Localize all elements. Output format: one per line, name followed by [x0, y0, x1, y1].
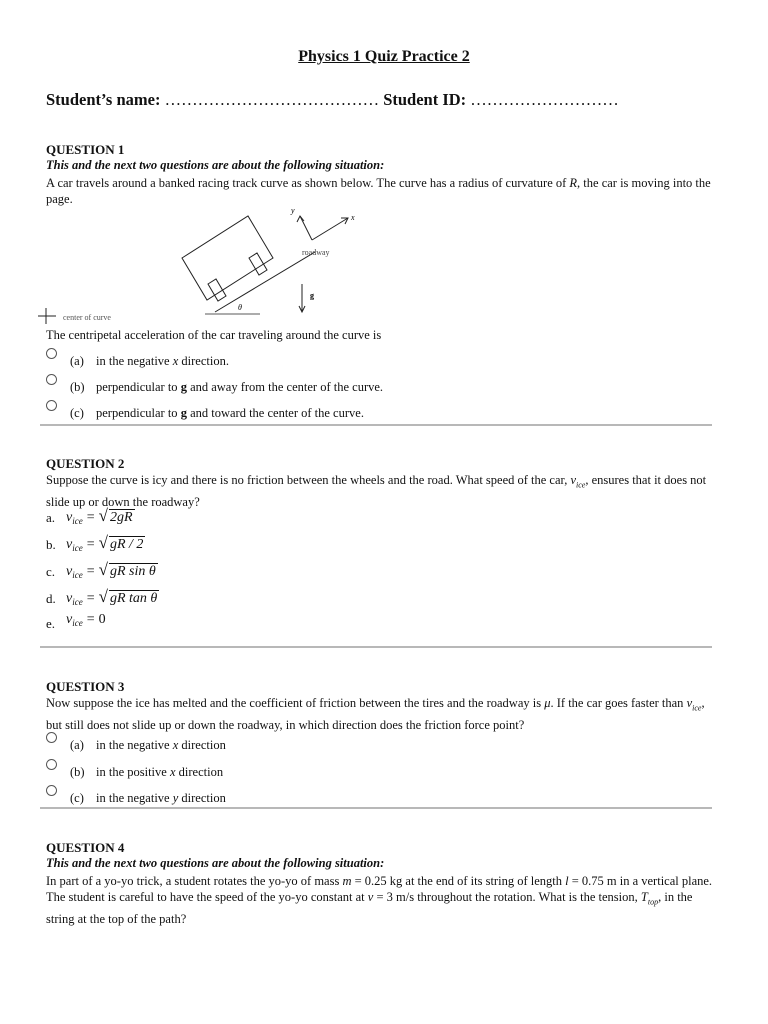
question-2-heading: QUESTION 2 — [46, 456, 125, 471]
label-theta: θ — [238, 303, 242, 312]
question-1-intro: This and the next two questions are about the following situation: — [46, 158, 385, 172]
label-y: y — [291, 206, 295, 215]
question-4-heading: QUESTION 4 — [46, 840, 125, 855]
student-name-label: Student’s name: — [46, 90, 161, 109]
roadway-line — [215, 252, 315, 312]
label-roadway: roadway — [302, 248, 330, 257]
question-3-heading: QUESTION 3 — [46, 679, 125, 694]
section-divider — [40, 424, 712, 426]
section-divider — [40, 807, 712, 809]
section-divider — [40, 646, 712, 648]
label-g: g — [310, 291, 314, 300]
label-center-of-curve: center of curve — [63, 313, 111, 322]
question-1-heading: QUESTION 1 — [46, 142, 125, 157]
question-1-text: A car travels around a banked racing track curve as shown below. The curve has a radius of curvature of R, the car is moving into the page. — [46, 176, 711, 206]
x-axis-arrow — [312, 218, 348, 240]
question-2-text: Suppose the curve is icy and there is no friction between the wheels and the road. What speed of the car, $v_{ice}$, ensures that it does not slide up or down the roadway? — [46, 473, 707, 509]
page-title: Physics 1 Quiz Practice 2 — [298, 48, 470, 65]
student-info-line — [46, 90, 619, 110]
banked-curve-diagram — [30, 200, 390, 330]
radio-circle-icon[interactable] — [46, 374, 57, 385]
radio-circle-icon[interactable] — [46, 732, 57, 743]
label-x: x — [351, 213, 355, 222]
question-4-intro: This and the next two questions are about the following situation: — [46, 856, 385, 870]
radio-circle-icon[interactable] — [46, 759, 57, 770]
student-name-blank[interactable]: ………………………………… — [164, 90, 380, 109]
y-axis-arrow — [300, 216, 312, 240]
quiz-page: Physics 1 Quiz Practice 2 Student’s name: ………………………………… Student ID: ……………………… QUESTION 1 This and the next two questions are about the following situation: A car travels around a banked racing track curve as shown below. The curve has a radius of curvature of R, the car is moving into the page. y x roadway g θ center of curve The centripetal acceleration of the car traveling around the curve is (a) in the negative x direction. (b) perpendicular to g and away from the center of the curve. (c) perpendicular to g and toward the center of the curve. QUESTION 2 Suppose the curve is icy and there is no friction between the wheels and the road. What speed of the car, $v_{ice}$, ensures that it does not slide up or down the roadway? a. $v_{ice}$ = √ 2gR b. $v_{ice}$ = √ gR / 2 c. $v_{ice}$ = √ gR sin θ d. $v_{ice}$ = √ gR tan θ e. $v_{ice} = 0$ QUESTION 3 Now suppose the ice has melted and the coefficient of friction between the tires and the roadway is μ. If the car goes faster than $v_{ice}$, but still does not slide up or down the roadway, in which direction does the friction force point? (a) in the negative x direction (b) in the positive x direction (c) in the negative y direction QUESTION 4 This and the next two questions are about the following situation: In part of a yo-yo trick, a student rotates the yo-yo of mass m = 0.25 kg at the end of its string of length l = 0.75 m in a vertical plane. The student is careful to have the speed of the yo-yo constant at v = 3 m/s throughout the rotation. What is the tension, $T_{top}$, in the string at the top of the path? — [0, 0, 768, 1024]
radio-circle-icon[interactable] — [46, 400, 57, 411]
radio-circle-icon[interactable] — [46, 348, 57, 359]
question-1-prompt: The centripetal acceleration of the car traveling around the curve is — [46, 328, 382, 342]
student-id-blank[interactable]: ……………………… — [470, 90, 619, 109]
question-3-text: Now suppose the ice has melted and the coefficient of friction between the tires and the roadway is μ. If the car goes faster than $v_{ice}$, but still does not slide up or down the roadway, in which direction does the friction force point? — [46, 696, 705, 732]
student-id-label: Student ID: — [383, 90, 467, 109]
question-4-text: In part of a yo-yo trick, a student rotates the yo-yo of mass m = 0.25 kg at the end of its string of length l = 0.75 m in a vertical plane. The student is careful to have the speed of the yo-yo constant at v = 3 m/s throughout the rotation. What is the tension, $T_{top}$, in the string at the top of the path? — [46, 874, 713, 926]
car-body — [182, 216, 273, 300]
radio-circle-icon[interactable] — [46, 785, 57, 796]
